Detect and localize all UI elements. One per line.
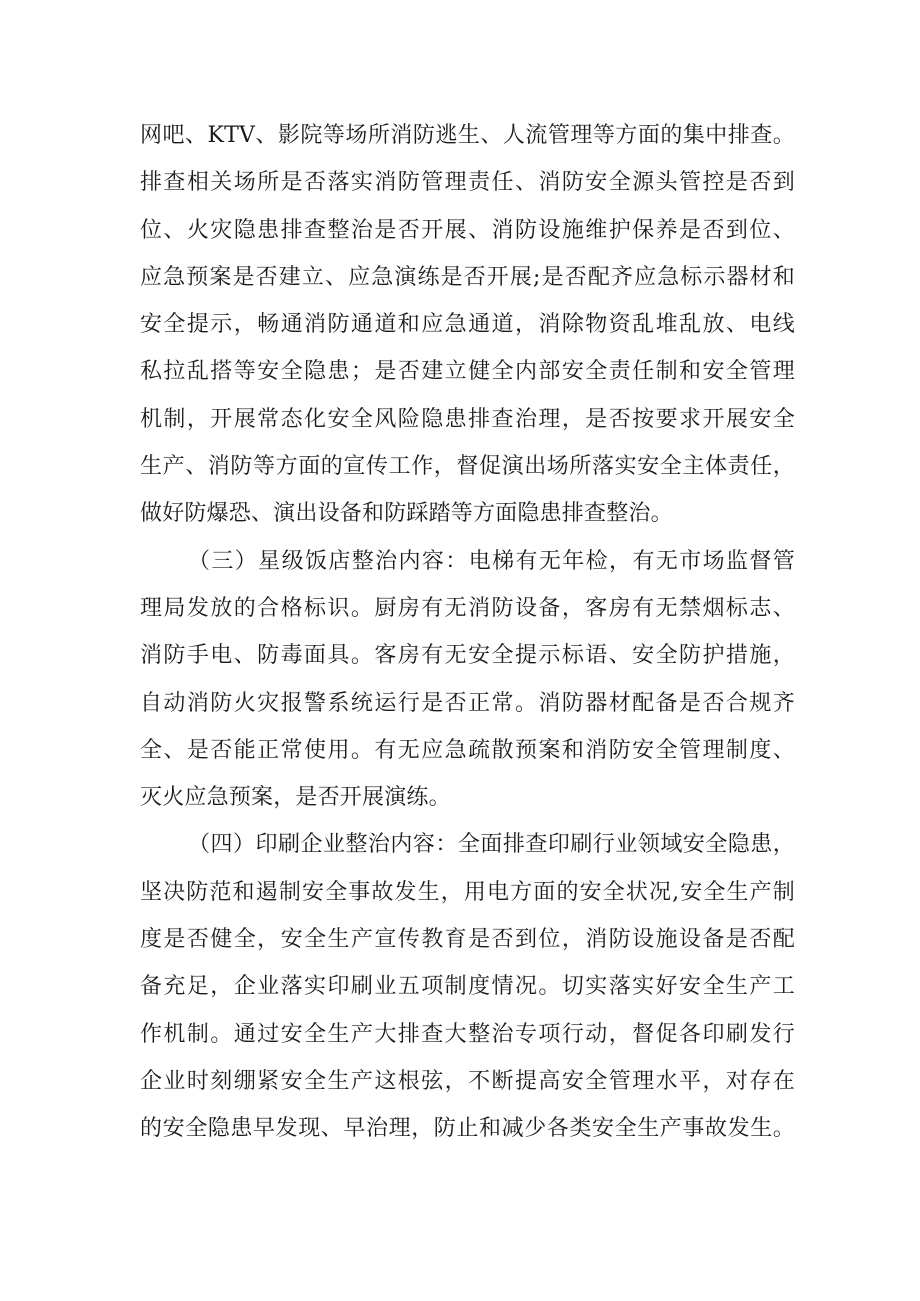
text-line: 位、火灾隐患排查整治是否开展、消防设施维护保养是否到位、 — [140, 217, 795, 243]
text-line: 网吧、KTV、影院等场所消防逃生、人流管理等方面的集中排查。 — [140, 123, 795, 148]
section-heading-line: （四）印刷企业整治内容：全面排查印刷行业领域安全隐患， — [188, 832, 795, 858]
section-heading-line: （三）星级饭店整治内容：电梯有无年检，有无市场监督管 — [188, 548, 795, 574]
text-line: 私拉乱搭等安全隐患；是否建立健全内部安全责任制和安全管理 — [140, 359, 795, 385]
text-line: 作机制。通过安全生产大排查大整治专项行动，督促各印刷发行 — [140, 1021, 795, 1047]
paragraph-star-hotel — [140, 538, 795, 822]
text-line: 排查相关场所是否落实消防管理责任、消防安全源头管控是否到 — [140, 170, 795, 196]
text-line: 备充足，企业落实印刷业五项制度情况。切实落实好安全生产工 — [140, 974, 795, 1000]
paragraph-printing-enterprise — [140, 821, 795, 1152]
text-line: 理局发放的合格标识。厨房有无消防设备，客房有无禁烟标志、 — [140, 595, 795, 621]
text-line: 坚决防范和遏制安全事故发生，用电方面的安全状况,安全生产制 — [140, 879, 795, 905]
text-line: 机制，开展常态化安全风险隐患排查治理，是否按要求开展安全 — [140, 406, 795, 432]
text-line: 消防手电、防毒面具。客房有无安全提示标语、安全防护措施， — [140, 643, 795, 669]
text-line: 生产、消防等方面的宣传工作，督促演出场所落实安全主体责任， — [140, 454, 795, 480]
text-line: 灭火应急预案，是否开展演练。 — [140, 785, 451, 811]
document-body — [140, 112, 795, 1153]
text-line: 做好防爆恐、演出设备和防踩踏等方面隐患排查整治。 — [140, 501, 673, 527]
text-line: 企业时刻绷紧安全生产这根弦，不断提高安全管理水平，对存在 — [140, 1068, 795, 1094]
text-line: 应急预案是否建立、应急演练是否开展;是否配齐应急标示器材和 — [140, 264, 795, 290]
text-line: 自动消防火灾报警系统运行是否正常。消防器材配备是否合规齐 — [140, 690, 795, 716]
text-line: 安全提示，畅通消防通道和应急通道，消除物资乱堆乱放、电线 — [140, 312, 795, 338]
paragraph-venue-inspection — [140, 112, 795, 538]
text-line: 全、是否能正常使用。有无应急疏散预案和消防安全管理制度、 — [140, 737, 795, 763]
text-line: 的安全隐患早发现、早治理，防止和减少各类安全生产事故发生。 — [140, 1116, 795, 1142]
text-line: 度是否健全，安全生产宣传教育是否到位，消防设施设备是否配 — [140, 927, 795, 953]
